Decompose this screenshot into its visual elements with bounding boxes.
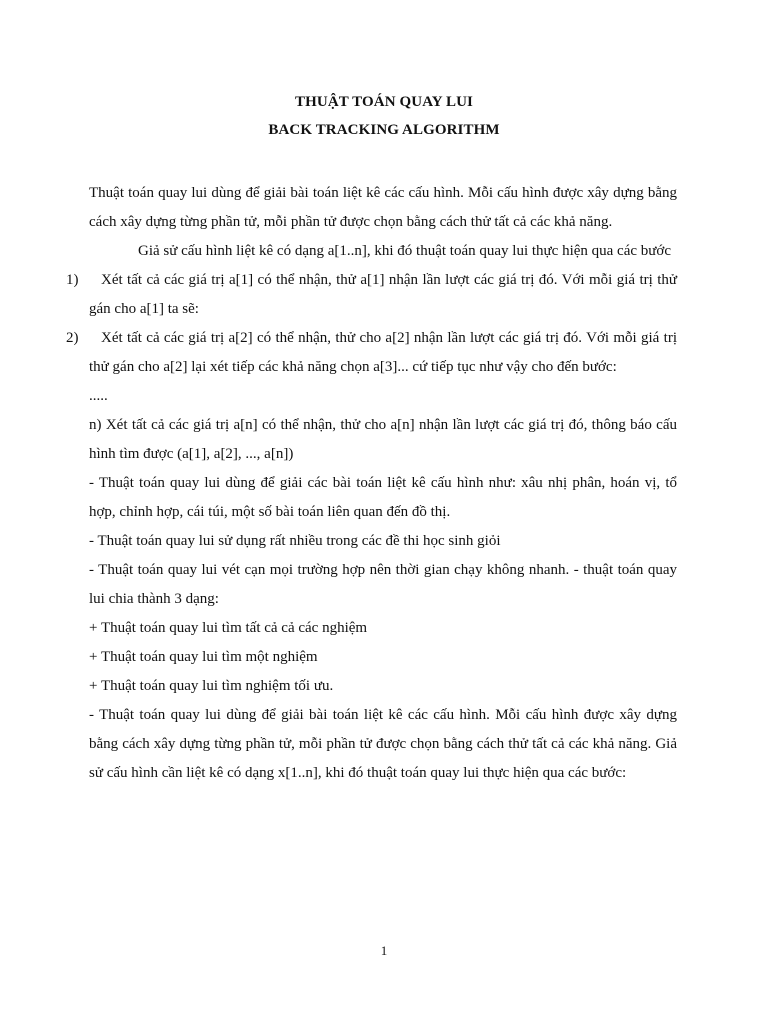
document-body <box>66 179 677 788</box>
note-paragraph: - Thuật toán quay lui sử dụng rất nhiều trong các đề thi học sinh giỏi <box>89 533 501 549</box>
note-paragraph: + Thuật toán quay lui tìm một nghiệm <box>89 649 318 665</box>
note-paragraph: - Thuật toán quay lui vét cạn mọi trường hợp nên thời gian chạy không nhanh. - thuật toán quay lui chia thành 3 dạng: <box>89 562 677 607</box>
assume-paragraph: Giả sử cấu hình liệt kê có dạng a[1..n], khi đó thuật toán quay lui thực hiện qua các bước <box>138 243 671 259</box>
step-text: Xét tất cả các giá trị a[1] có thể nhận, thử a[1] nhận lần lượt các giá trị đó. Với mỗi giá trị thử gán cho a[1] ta sẽ: <box>89 272 677 317</box>
document-subtitle: BACK TRACKING ALGORITHM <box>268 122 500 138</box>
step-number: 1) <box>66 272 79 288</box>
page-number: 1 <box>380 943 388 958</box>
ellipsis-line: ..... <box>89 388 108 404</box>
note-paragraph: + Thuật toán quay lui tìm nghiệm tối ưu. <box>89 678 334 694</box>
step-item <box>66 324 677 382</box>
intro-paragraph: Thuật toán quay lui dùng để giải bài toán liệt kê các cấu hình. Mỗi cấu hình được xây dựng bằng cách xây dựng từng phần tử, mỗi phần tử được chọn bằng cách thử tất cả các khả năng. <box>89 185 677 230</box>
step-text: Xét tất cả các giá trị a[2] có thể nhận, thử cho a[2] nhận lần lượt các giá trị đó. Với mỗi giá trị thử gán cho a[2] lại xét tiếp các khả năng chọn a[3]... cứ tiếp tục như vậy cho đến bước: <box>89 330 677 375</box>
note-paragraph: - Thuật toán quay lui dùng để giải bài toán liệt kê các cấu hình. Mỗi cấu hình được xây dựng bằng cách xây dựng từng phần tử, mỗi phần tử được chọn bằng cách thử tất cả các khả năng. Giả sử cấu hình cần liệt kê có dạng x[1..n], khi đó thuật toán quay lui thực hiện qua các bước: <box>89 707 677 781</box>
step-n-paragraph: n) Xét tất cả các giá trị a[n] có thể nhận, thử cho a[n] nhận lần lượt các giá trị đó, thông báo cấu hình tìm được (a[1], a[2], ..., a[n]) <box>89 417 677 462</box>
note-paragraph: - Thuật toán quay lui dùng để giải các bài toán liệt kê cấu hình như: xâu nhị phân, hoán vị, tổ hợp, chỉnh hợp, cái túi, một số bài toán liên quan đến đồ thị. <box>89 475 677 520</box>
note-paragraph: + Thuật toán quay lui tìm tất cả cả các nghiệm <box>89 620 368 636</box>
step-number: 2) <box>66 330 79 346</box>
document-title: THUẬT TOÁN QUAY LUI <box>295 94 473 110</box>
step-item <box>66 266 677 324</box>
